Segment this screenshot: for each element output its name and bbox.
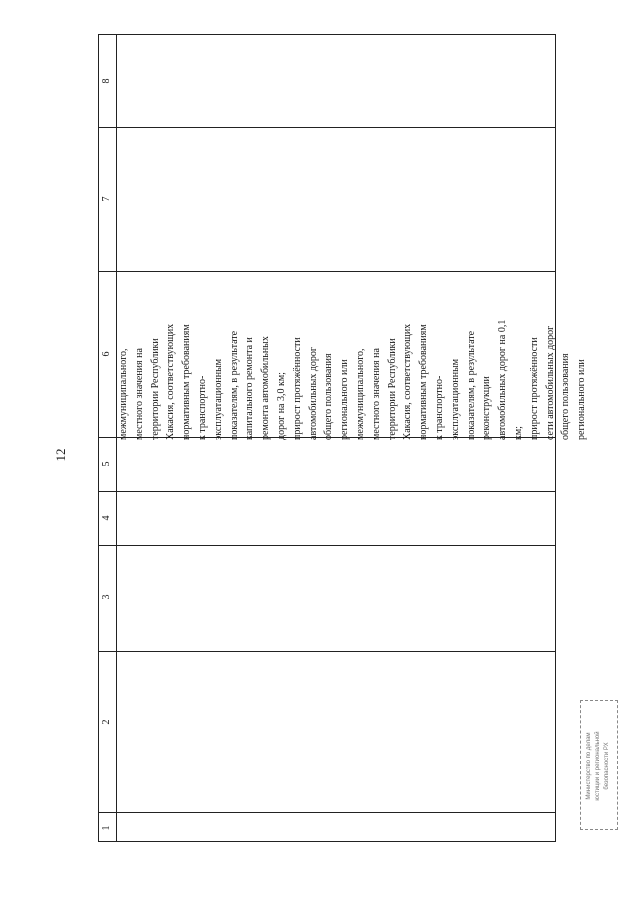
column-6-line: к транспортно- [433,375,445,440]
stamp-line: Министерство по делам [586,732,592,800]
column-6-line: дорог на 3,0 км; [275,372,287,440]
row-divider-4 [99,491,555,492]
column-6-line: регионального или [576,359,588,440]
header-number-1: 1 [101,825,112,831]
column-6-line: межмуниципального, [354,348,366,440]
column-6-line: регионального или [339,359,351,440]
header-number-6: 6 [101,351,112,357]
column-6-line: эксплуатационным [212,358,224,440]
header-number-2: 2 [101,719,112,725]
column-6-line: Хакасия, соответствующих [402,323,414,440]
column-6-line: капитального ремонта и [244,337,256,440]
row-divider-3 [99,545,555,546]
column-6-text [116,270,588,440]
column-6-line: территории Республики [386,338,398,440]
row-divider-7 [99,127,555,128]
stamp-text [581,701,618,830]
header-number-3: 3 [101,594,112,600]
column-6-line: местного значения на [370,348,382,440]
column-6-line: автомобильных дорог [307,346,319,440]
header-number-5: 5 [101,461,112,467]
column-6-line: показателям, в результате [228,330,240,440]
column-6-line: к транспортно- [196,375,208,440]
column-6-line: показателям, в результате [465,330,477,440]
column-6-line: автомобильных дорог на 0,1 [497,319,509,440]
header-number-7: 7 [101,196,112,202]
row-divider-2 [99,651,555,652]
header-number-4: 4 [101,515,112,521]
stamp-line: безопасности РХ [604,742,610,790]
stamp-line: юстиции и региональной [595,731,601,801]
header-number-8: 8 [101,78,112,84]
row-divider-1 [99,812,555,813]
column-6-line: км; [512,426,524,440]
column-6-line: территории Республики [149,338,161,440]
column-6-line: общего пользования [560,353,572,440]
column-6-cell [116,270,588,440]
column-6-line: местного значения на [133,348,145,440]
page-number: 12 [53,448,68,462]
column-6-line: сети автомобильных дорог [544,325,556,440]
column-6-line: нормативным требованиям [418,324,430,440]
column-6-line: прирост протяжённости [528,337,540,440]
registration-stamp [580,700,618,830]
column-6-line: общего пользования [323,353,335,440]
column-6-line: прирост протяжённости [291,337,303,440]
column-6-line: ремонта автомобильных [260,336,272,440]
column-6-line: эксплуатационным [449,358,461,440]
column-6-line: межмуниципального, [118,348,129,440]
column-6-line: нормативным требованиям [181,324,193,440]
column-6-line: Хакасия, соответствующих [165,323,177,440]
column-6-line: реконструкции [481,376,493,440]
